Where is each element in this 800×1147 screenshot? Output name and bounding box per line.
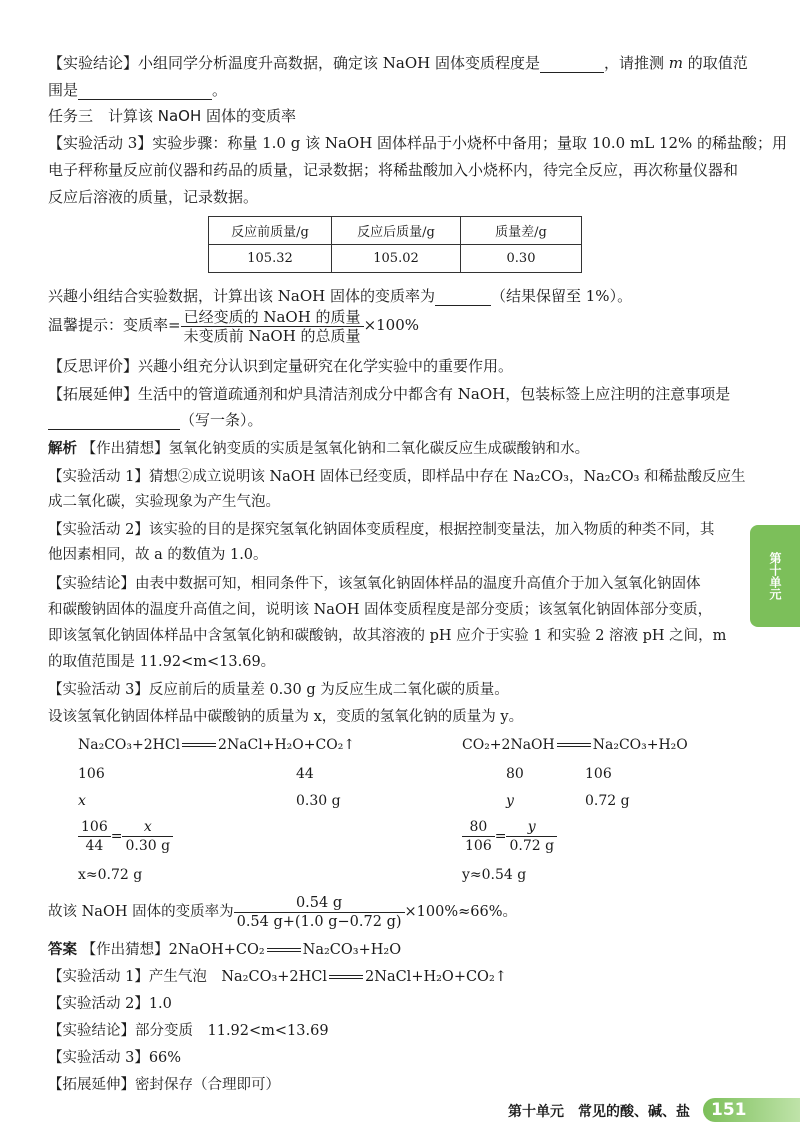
eq1-result: x≈0.72 g [78,867,143,883]
header-after-mass: 反应后质量/g [332,217,461,245]
conclusion-text-3: 的取值范 [683,54,748,72]
tip-fraction [181,308,364,345]
conclusion-line-1 [48,53,760,73]
analysis-act3-line: 【实验活动 3】反应前后的质量差 0.30 g 为反应生成二氧化碳的质量。 [48,682,509,698]
range-label: 围是 [48,81,79,99]
value-before-mass: 105.32 [209,245,332,273]
rate-numerator: 0.54 g [234,894,405,913]
answer-act1-left: 【实验活动 1】产生气泡 Na₂CO₃+2HCl [48,969,328,985]
analysis-setup-line: 设该氢氧化钠固体样品中碳酸钠的质量为 x，变质的氢氧化钠的质量为 y。 [48,709,524,725]
tip-numerator: 已经变质的 NaOH 的质量 [181,308,364,327]
page-number: 151 [711,1100,747,1120]
header-mass-diff: 质量差/g [461,217,582,245]
conclusion-line-2 [48,80,760,100]
rate-fraction [234,894,405,931]
rate-line [48,893,760,933]
answer-guess-left: 【作出猜想】2NaOH+CO₂ [81,942,265,958]
extend-line-2 [48,410,760,430]
conclusion-text-2: ，请推测 [604,54,669,72]
eq2-molar-2: 106 [585,766,612,782]
eq1-frac-den-1: 44 [85,838,104,854]
analysis-line-1 [48,439,760,459]
equation-1 [78,736,355,754]
eq1-molar-2: 44 [296,766,314,782]
eq2-frac-right [506,818,557,855]
eq2-products: Na₂CO₃+H₂O [592,737,688,753]
eq2-molar-1: 80 [506,766,524,782]
eq1-frac-den-2: 0.30 g [125,838,171,854]
eq2-frac-den-1: 106 [465,838,492,854]
answer-line-1 [48,940,760,960]
analysis-conclusion-line-2: 和碳酸钠固体的温度升高值之间，说明该 NaOH 固体变质程度是部分变质；该氢氧化钠固体部分变质， [48,602,713,618]
eq1-var-1: x [78,793,86,809]
rate-post: ×100%≈66%。 [404,904,517,920]
analysis-label: 解析 [48,441,77,457]
equals-sign [557,743,591,747]
extend-line-1: 【拓展延伸】生活中的管道疏通剂和炉具清洁剂成分中都含有 NaOH，包装标签上应注明的注意事项是 [48,385,731,403]
eq1-var-2: 0.30 g [296,793,341,809]
rate-pre: 故该 NaOH 固体的变质率为 [48,904,234,920]
calc-line [48,286,760,306]
equals-sign [267,948,301,952]
tip-label: 温馨提示：变质率= [48,316,181,334]
tip-line [48,306,760,346]
table-row [209,245,582,273]
table-header-row [209,217,582,245]
blank-degree [540,58,604,73]
blank-rate [435,291,491,306]
analysis-conclusion-line-1: 【实验结论】由表中数据可知，相同条件下，该氢氧化钠固体样品的温度升高值介于加入氢氧化钠固体 [48,576,701,592]
rate-denominator: 0.54 g+(1.0 g−0.72 g) [236,913,402,930]
footer-unit-title: 第十单元 常见的酸、碱、盐 [508,1104,690,1120]
analysis-act2-line-2: 他因素相同，故 a 的数值为 1.0。 [48,547,268,563]
eq2-result: y≈0.54 g [462,867,527,883]
analysis-conclusion-line-4: 的取值范围是 11.92<m<13.69。 [48,654,276,670]
equation-2 [462,736,688,754]
value-after-mass: 105.02 [332,245,461,273]
value-mass-diff: 0.30 [461,245,582,273]
eq1-frac-num-1: 106 [78,818,111,837]
mass-table [208,216,582,273]
eq1-reactants: Na₂CO₃+2HCl [78,737,181,753]
tip-denominator: 未变质前 NaOH 的总质量 [183,326,361,345]
task3-heading: 任务三 计算该 NaOH 固体的变质率 [48,107,297,125]
answer-conclusion: 【实验结论】部分变质 11.92<m<13.69 [48,1023,329,1039]
answer-act3: 【实验活动 3】66% [48,1050,182,1066]
eq1-proportion: $\frac{106}{44}$ = $\frac{x}{0.30 g}$ [78,818,173,855]
eq2-proportion: $\frac{80}{106}$ = $\frac{y}{0.72 g}$ [462,818,557,855]
answer-guess-right: Na₂CO₃+H₂O [302,942,402,958]
eq2-var-1: y [506,793,514,809]
unit-side-tab: 第十单元 [750,525,800,627]
calc-text: 兴趣小组结合实验数据，计算出该 NaOH 固体的变质率为 [48,287,435,305]
eq2-frac-num-2: y [506,818,557,837]
eq2-var-2: 0.72 g [585,793,630,809]
analysis-act1-line-1: 【实验活动 1】猜想②成立说明该 NaOH 固体已经变质，即样品中存在 Na₂CO₃，Na₂CO₃ 和稀盐酸反应生 [48,469,746,485]
equals-sign [329,975,363,979]
eq1-products: 2NaCl+H₂O+CO₂↑ [218,737,356,753]
answer-act2: 【实验活动 2】1.0 [48,996,172,1012]
activity3-line-3: 反应后溶液的质量，记录数据。 [48,188,259,206]
eq1-frac-right [122,818,173,855]
page-number-badge [703,1098,800,1122]
eq2-frac-num-1: 80 [462,818,495,837]
reflect-line: 【反思评价】兴趣小组充分认识到定量研究在化学实验中的重要作用。 [48,357,514,375]
answer-extend: 【拓展延伸】密封保存（合理即可） [48,1077,280,1093]
eq1-frac-num-2: x [122,818,173,837]
eq1-molar-1: 106 [78,766,105,782]
conclusion-text: 【实验结论】小组同学分析温度升高数据，确定该 NaOH 固体变质程度是 [48,54,540,72]
tip-tail: ×100% [363,316,420,334]
answer-label: 答案 [48,942,77,958]
activity3-line-2: 电子秤称量反应前仪器和药品的质量，记录数据；将稀盐酸加入小烧杯内，待完全反应，再次称量仪器和 [48,161,739,179]
eq2-reactants: CO₂+2NaOH [462,737,555,753]
equals-sign [182,743,216,747]
analysis-text: 【作出猜想】氢氧化钠变质的实质是氢氧化钠和二氧化碳反应生成碳酸钠和水。 [81,441,590,457]
eq2-frac-den-2: 0.72 g [509,838,555,854]
answer-act1-right: 2NaCl+H₂O+CO₂↑ [365,969,507,985]
blank-extend [48,415,180,430]
period: 。 [212,81,228,99]
eq2-frac-left [462,818,495,855]
answer-line-2 [48,967,760,987]
analysis-act2-line-1: 【实验活动 2】该实验的目的是探究氢氧化钠固体变质程度，根据控制变量法，加入物质的种类不同，其 [48,522,715,538]
activity3-line-1: 【实验活动 3】实验步骤：称量 1.0 g 该 NaOH 固体样品于小烧杯中备用；量取 10.0 mL 12% 的稀盐酸；用 [48,134,788,152]
analysis-act1-line-2: 成二氧化碳，实验现象为产生气泡。 [48,494,280,510]
analysis-conclusion-line-3: 即该氢氧化钠固体样品中含氢氧化钠和碳酸钠，故其溶液的 pH 应介于实验 1 和实验 2 溶液 pH 之间，m [48,628,727,644]
calc-text-2: （结果保留至 1%）。 [491,287,633,305]
var-m: m [668,54,684,72]
blank-range [78,85,212,100]
header-before-mass: 反应前质量/g [209,217,332,245]
eq1-frac-left [78,818,111,855]
extend-text: （写一条）。 [180,411,263,429]
